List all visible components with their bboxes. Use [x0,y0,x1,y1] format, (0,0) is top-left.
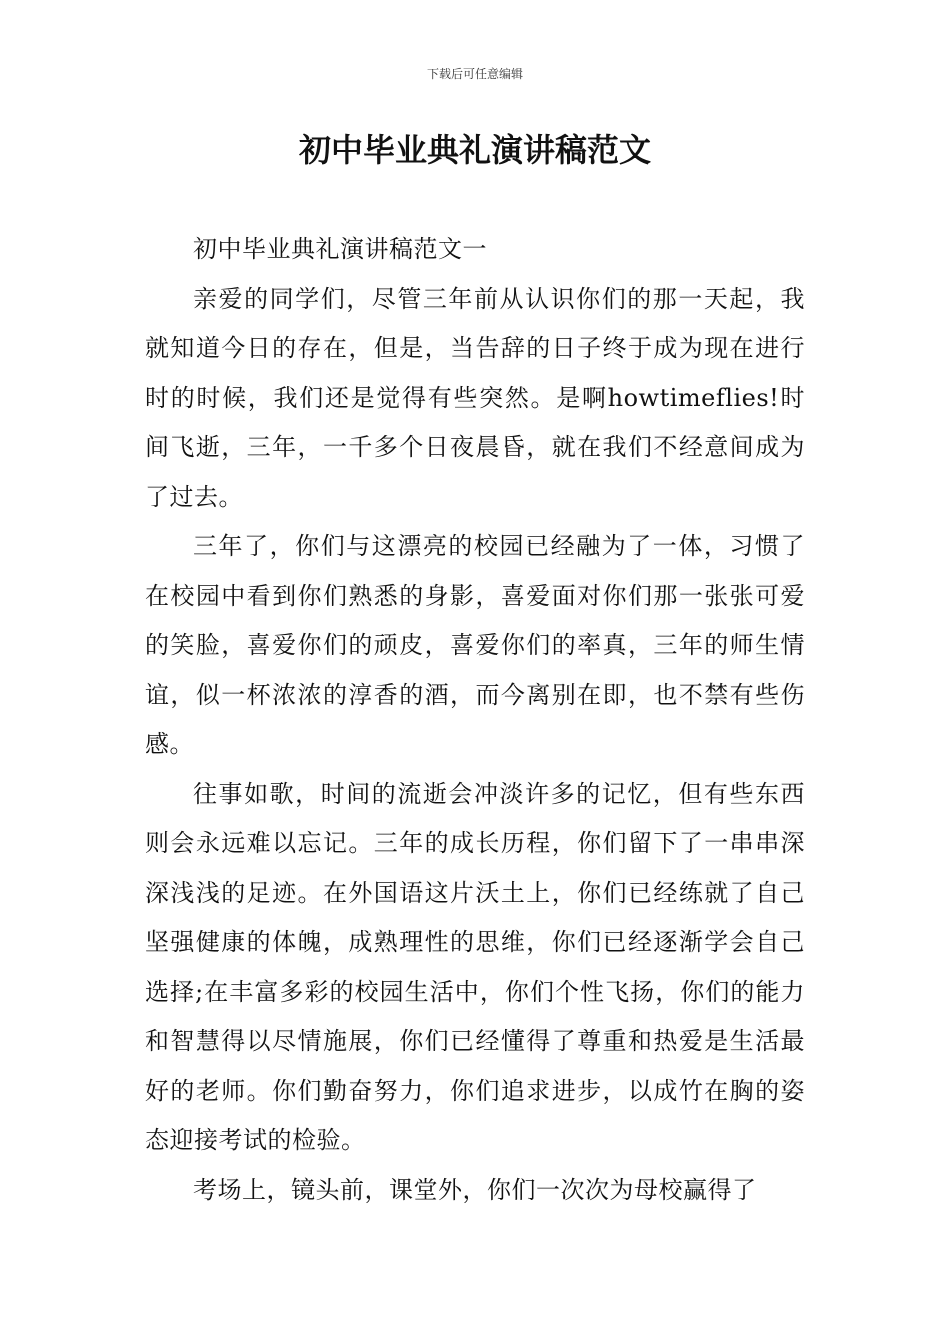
document-body [145,225,805,1215]
document-title: 初中毕业典礼演讲稿范文 [298,131,651,169]
paragraph-3: 往事如歌，时间的流逝会冲淡许多的记忆，但有些东西则会永远难以忘记。三年的成长历程，你们留下了一串串深深浅浅的足迹。在外国语这片沃土上，你们已经练就了自己坚强健康的体魄，成熟理性的思维，你们已经逐渐学会自己选择;在丰富多彩的校园生活中，你们个性飞扬，你们的能力和智慧得以尽情施展，你们已经懂得了尊重和热爱是生活最好的老师。你们勤奋努力，你们追求进步，以成竹在胸的姿态迎接考试的检验。 [145,779,805,1154]
paragraph-2: 三年了，你们与这漂亮的校园已经融为了一体，习惯了在校园中看到你们熟悉的身影，喜爱面对你们那一张张可爱的笑脸，喜爱你们的顽皮，喜爱你们的率真，三年的师生情谊，似一杯浓浓的淳香的酒，而今离别在即，也不禁有些伤感。 [145,532,805,758]
header-note: 下载后可任意编辑 [426,67,523,81]
paragraph-4: 考场上，镜头前，课堂外，你们一次次为母校赢得了 [193,1175,757,1204]
section-subtitle: 初中毕业典礼演讲稿范文一 [193,235,487,263]
paragraph-1: 亲爱的同学们，尽管三年前从认识你们的那一天起，我就知道今日的存在，但是，当告辞的日子终于成为现在进行时的时候，我们还是觉得有些突然。是啊howtimeflies!时间飞逝，三年，一千多个日夜晨昏，就在我们不经意间成为了过去。 [145,284,805,511]
